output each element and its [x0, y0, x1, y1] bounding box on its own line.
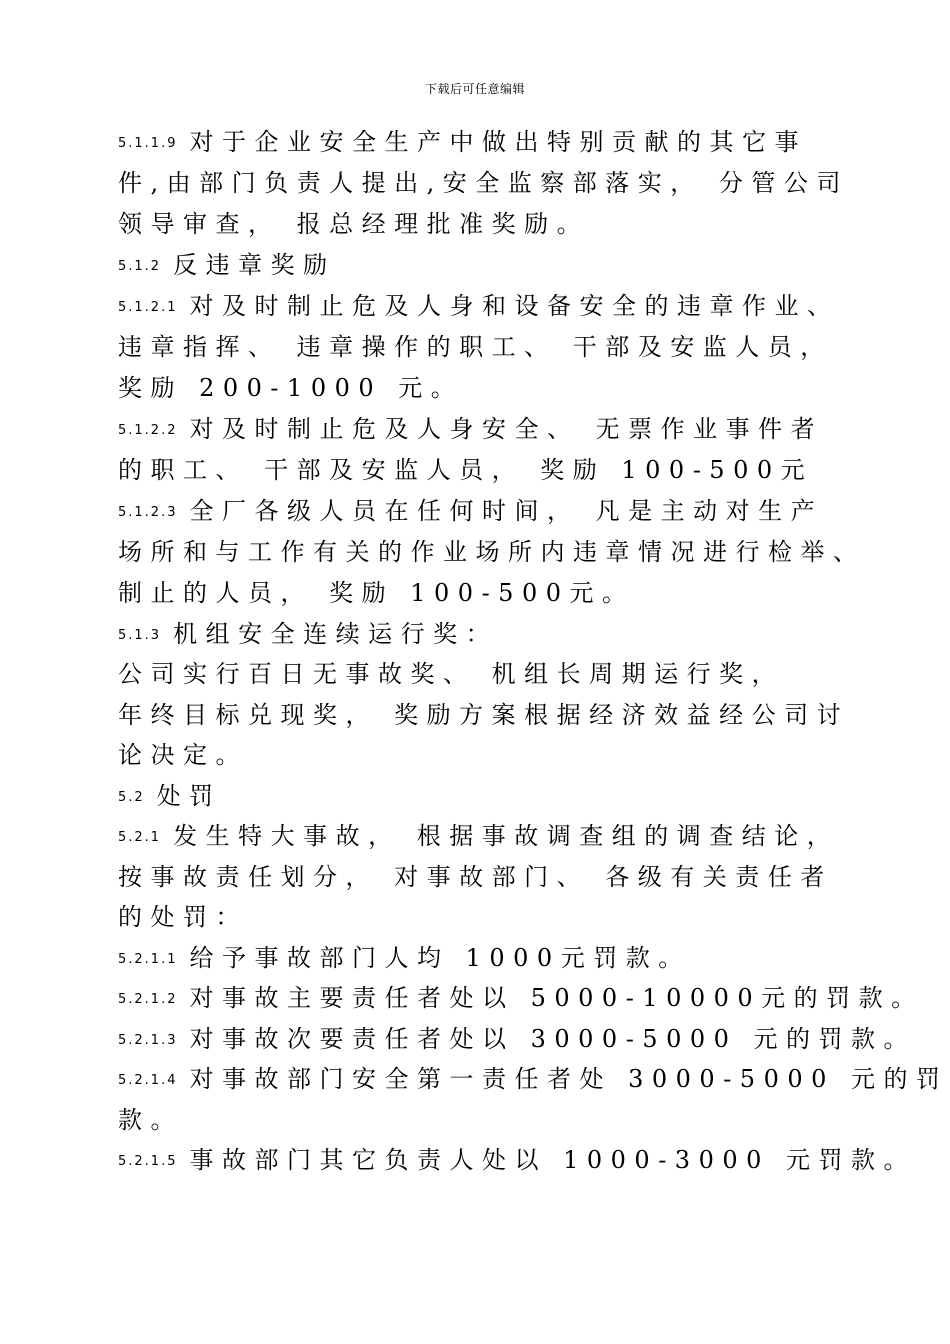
- clause-text: 对事故主要责任者处以 5000-10000元的罚款。: [189, 984, 924, 1012]
- clause-number: 5.2.1.4: [118, 1073, 178, 1088]
- text-line: [118, 821, 839, 853]
- clause-text: 对事故次要责任者处以 3000-5000 元的罚款。: [189, 1025, 917, 1053]
- clause-text: 处罚: [156, 782, 222, 810]
- clause-text: 制止的人员， 奖励 100-500元。: [118, 579, 635, 607]
- clause-text: 按事故责任划分， 对事故部门、 各级有关责任者: [118, 863, 833, 891]
- clause-number: 5.1.1.9: [118, 136, 178, 151]
- text-line: [118, 414, 823, 446]
- clause-text: 对及时制止危及人身和设备安全的违章作业、: [189, 292, 840, 320]
- text-line: [118, 1105, 183, 1135]
- clause-text: 对事故部门安全第一责任者处 3000-5000 元的罚: [189, 1065, 949, 1093]
- clause-text: 事故部门其它负责人处以 1000-3000 元罚款。: [189, 1146, 917, 1174]
- text-line: [118, 332, 833, 362]
- text-line: [118, 943, 691, 975]
- clause-text: 件,由部门负责人提出,安全监察部落实， 分管公司: [118, 169, 849, 197]
- clause-text: 公司实行百日无事故奖、 机组长周期运行奖，: [118, 660, 785, 688]
- text-line: [118, 496, 823, 528]
- clause-text: 的职工、 干部及安监人员， 奖励 100-500元: [118, 456, 814, 484]
- clause-number: 5.1.2.3: [118, 505, 178, 520]
- clause-text: 全厂各级人员在任何时间， 凡是主动对生产: [189, 497, 824, 525]
- clause-text: 款。: [118, 1106, 183, 1134]
- text-line: [118, 1024, 916, 1056]
- clause-text: 违章指挥、 违章操作的职工、 干部及安监人员，: [118, 333, 833, 361]
- clause-text: 论决定。: [118, 741, 248, 769]
- text-line: [118, 127, 807, 159]
- clause-number: 5.2.1.5: [118, 1154, 178, 1169]
- text-line: [118, 740, 248, 770]
- page-header: 下载后可任意编辑: [424, 82, 525, 96]
- clause-number: 5.1.2.2: [118, 423, 178, 438]
- clause-number: 5.2.1.2: [118, 992, 178, 1007]
- clause-number: 5.1.3: [118, 628, 162, 643]
- clause-number: 5.2: [118, 790, 145, 805]
- clause-text: 机组安全连续运行奖：: [173, 620, 499, 648]
- clause-number: 5.2.1.3: [118, 1033, 178, 1048]
- text-line: [118, 455, 813, 485]
- clause-number: 5.1.2: [118, 259, 162, 274]
- clause-number: 5.2.1.1: [118, 952, 178, 967]
- text-line: [118, 659, 784, 689]
- text-line: [118, 1064, 949, 1096]
- text-line: [118, 168, 849, 198]
- clause-number: 5.2.1: [118, 830, 162, 845]
- text-line: [118, 862, 833, 892]
- text-line: [118, 209, 589, 239]
- clause-text: 给予事故部门人均 1000元罚款。: [189, 944, 691, 972]
- text-line: [118, 781, 222, 813]
- clause-text: 对及时制止危及人身安全、 无票作业事件者: [189, 415, 824, 443]
- text-line: [118, 902, 248, 932]
- clause-text: 场所和与工作有关的作业场所内违章情况进行检举、: [118, 538, 866, 566]
- text-line: [118, 578, 634, 608]
- clause-text: 年终目标兑现奖， 奖励方案根据经济效益经公司讨: [118, 701, 850, 729]
- text-line: [118, 619, 498, 651]
- clause-text: 的处罚：: [118, 903, 248, 931]
- text-line: [118, 1145, 916, 1177]
- text-line: [118, 700, 849, 730]
- text-line: [118, 291, 839, 323]
- text-line: [118, 250, 336, 282]
- clause-text: 领导审查， 报总经理批准奖励。: [118, 210, 590, 238]
- clause-text: 反违章奖励: [173, 251, 336, 279]
- text-line: [118, 537, 866, 567]
- clause-text: 对于企业安全生产中做出特别贡献的其它事: [189, 128, 807, 156]
- text-line: [118, 373, 463, 403]
- clause-text: 发生特大事故， 根据事故调查组的调查结论，: [173, 822, 840, 850]
- text-line: [118, 983, 924, 1015]
- clause-text: 奖励 200-1000 元。: [118, 374, 464, 402]
- clause-number: 5.1.2.1: [118, 300, 178, 315]
